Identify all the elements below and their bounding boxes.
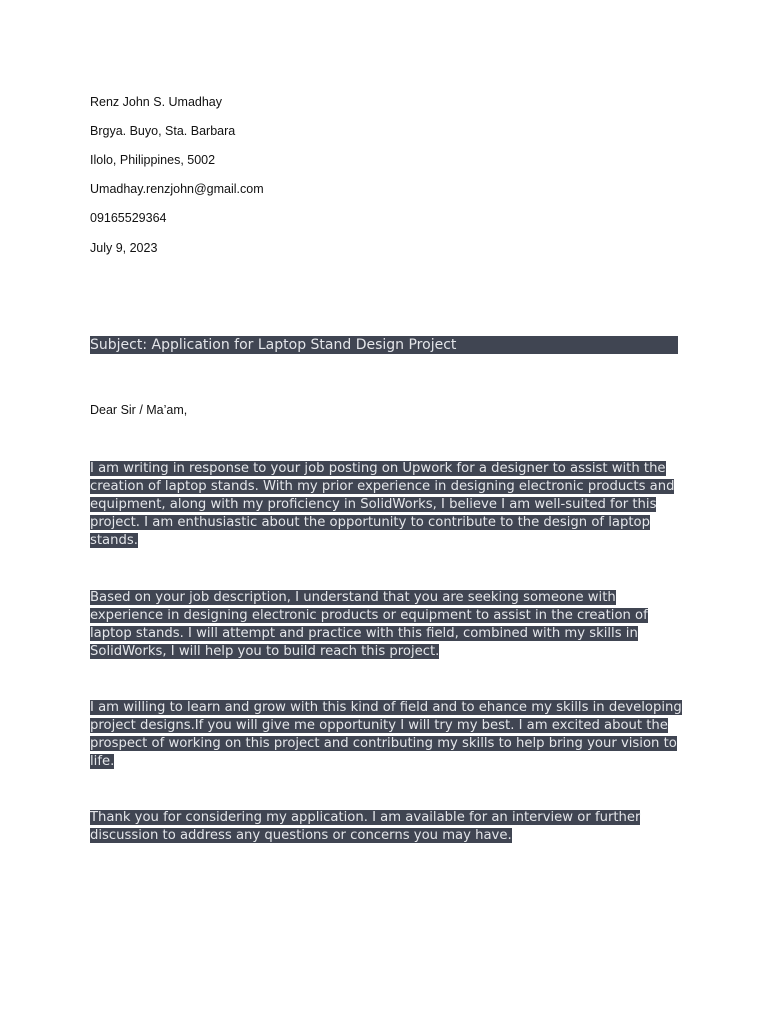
- greeting: Dear Sir / Ma’am,: [90, 403, 188, 417]
- body-paragraph-2: [90, 589, 690, 661]
- body-paragraph-3: [90, 699, 690, 771]
- paragraph-text: Thank you for considering my application. I am available for an interview or further discussion to address any questions or concerns you may have.: [90, 810, 641, 843]
- body-paragraph-1: [90, 460, 690, 550]
- paragraph-text: Based on your job description, I understand that you are seeking someone with experience in designing electronic products or equipment to assist in the creation of laptop stands. I will attempt and practice with this field, combined with my skills in SolidWorks, I will help you to build reach this project.: [90, 590, 648, 659]
- sender-phone: 09165529364: [90, 211, 167, 225]
- subject-line: [90, 336, 678, 354]
- sender-email: Umadhay.renzjohn@gmail.com: [90, 182, 264, 196]
- sender-address-line2: Ilolo, Philippines, 5002: [90, 153, 216, 167]
- subject-text: Subject: Application for Laptop Stand Design Project: [90, 337, 457, 353]
- letter-date: July 9, 2023: [90, 241, 158, 255]
- body-paragraph-4: [90, 809, 690, 845]
- sender-address-line1: Brgya. Buyo, Sta. Barbara: [90, 124, 236, 138]
- paragraph-text: I am willing to learn and grow with this kind of field and to ehance my skills in developing project designs.If you will give me opportunity I will try my best. I am excited about the prospect of working on this project and contributing my skills to help bring your vision to life.: [90, 700, 682, 769]
- sender-name: Renz John S. Umadhay: [90, 95, 223, 109]
- paragraph-text: I am writing in response to your job posting on Upwork for a designer to assist with the creation of laptop stands. With my prior experience in designing electronic products and equipment, along with my proficiency in SolidWorks, I believe I am well-suited for this project. I am enthusiastic about the opportunity to contribute to the design of laptop stands.: [90, 461, 675, 548]
